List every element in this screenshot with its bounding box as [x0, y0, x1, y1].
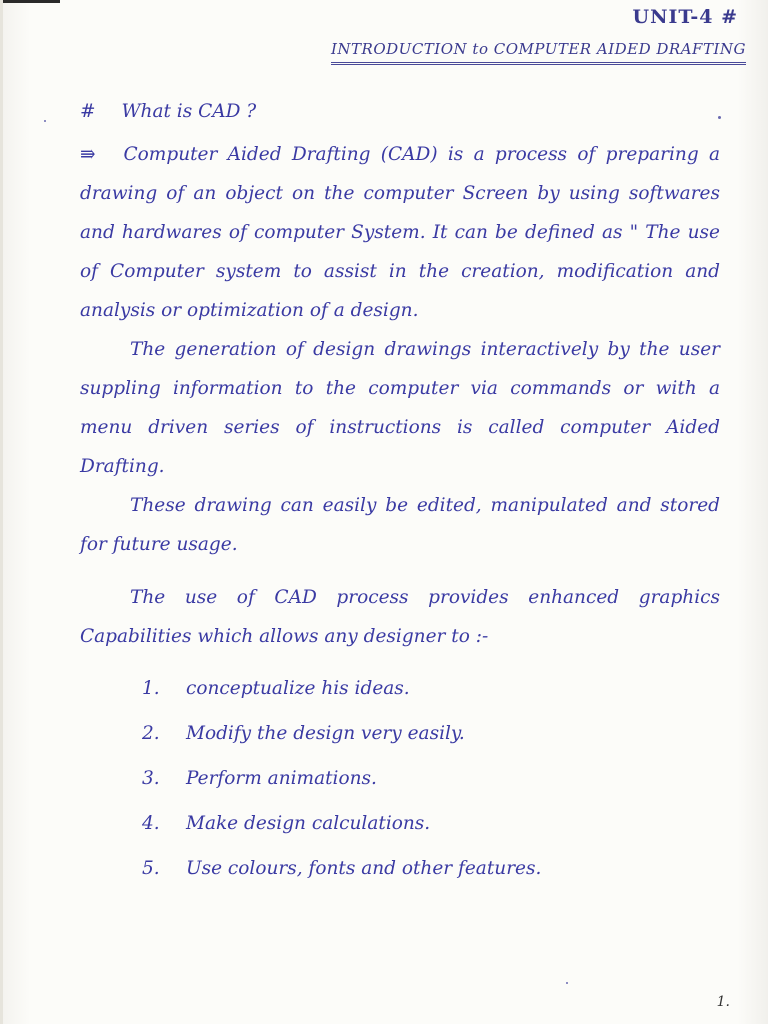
unit-heading: UNIT-4 #: [632, 6, 738, 28]
question-marker: #: [80, 101, 96, 122]
paragraph-generation: The generation of design drawings interactively by the user suppling information to the computer via commands or with a menu driven series of instructions is called computer Aided Drafting.: [80, 339, 720, 477]
answer-arrow-icon: ⇛: [80, 144, 96, 165]
list-item: [142, 801, 720, 846]
list-item: [142, 846, 720, 891]
notes-content: [80, 92, 720, 891]
list-item-number: 4.: [142, 813, 160, 834]
paragraph-capabilities: The use of CAD process provides enhanced graphics Capabilities which allows any designer to :-: [80, 587, 720, 647]
paragraph-definition: [80, 135, 720, 330]
list-item-number: 3.: [142, 768, 160, 789]
paragraph-editing: These drawing can easily be edited, manipulated and stored for future usage.: [80, 495, 720, 555]
question-text: What is CAD ?: [121, 101, 257, 122]
list-item-number: 5.: [142, 858, 160, 879]
list-item-number: 1.: [142, 678, 160, 699]
list-item-text: conceptualize his ideas.: [186, 678, 410, 699]
page-number: 1.: [716, 994, 730, 1010]
ink-speck: [566, 982, 568, 984]
page-header: [331, 6, 746, 65]
ink-speck: [718, 116, 721, 119]
list-item-text: Modify the design very easily.: [186, 723, 465, 744]
paragraph-definition-text: Computer Aided Drafting (CAD) is a process of preparing a drawing of an object on the computer Screen by using softwares and hardwares of computer System. It can be defined as " The use of Computer system to assist in the creation, modification and analysis or optimization of a design.: [80, 144, 720, 321]
ink-speck: [44, 120, 46, 122]
list-item: [142, 666, 720, 711]
unit-subtitle: INTRODUCTION to COMPUTER AIDED DRAFTING: [331, 40, 746, 65]
page-left-edge: [0, 0, 3, 1024]
list-item-number: 2.: [142, 723, 160, 744]
list-item-text: Perform animations.: [186, 768, 377, 789]
capabilities-list: [80, 666, 720, 891]
list-item-text: Make design calculations.: [186, 813, 431, 834]
list-item: [142, 756, 720, 801]
list-item-text: Use colours, fonts and other features.: [186, 858, 542, 879]
list-item: [142, 711, 720, 756]
question-heading: [80, 92, 720, 131]
page-top-edge: [0, 0, 60, 3]
